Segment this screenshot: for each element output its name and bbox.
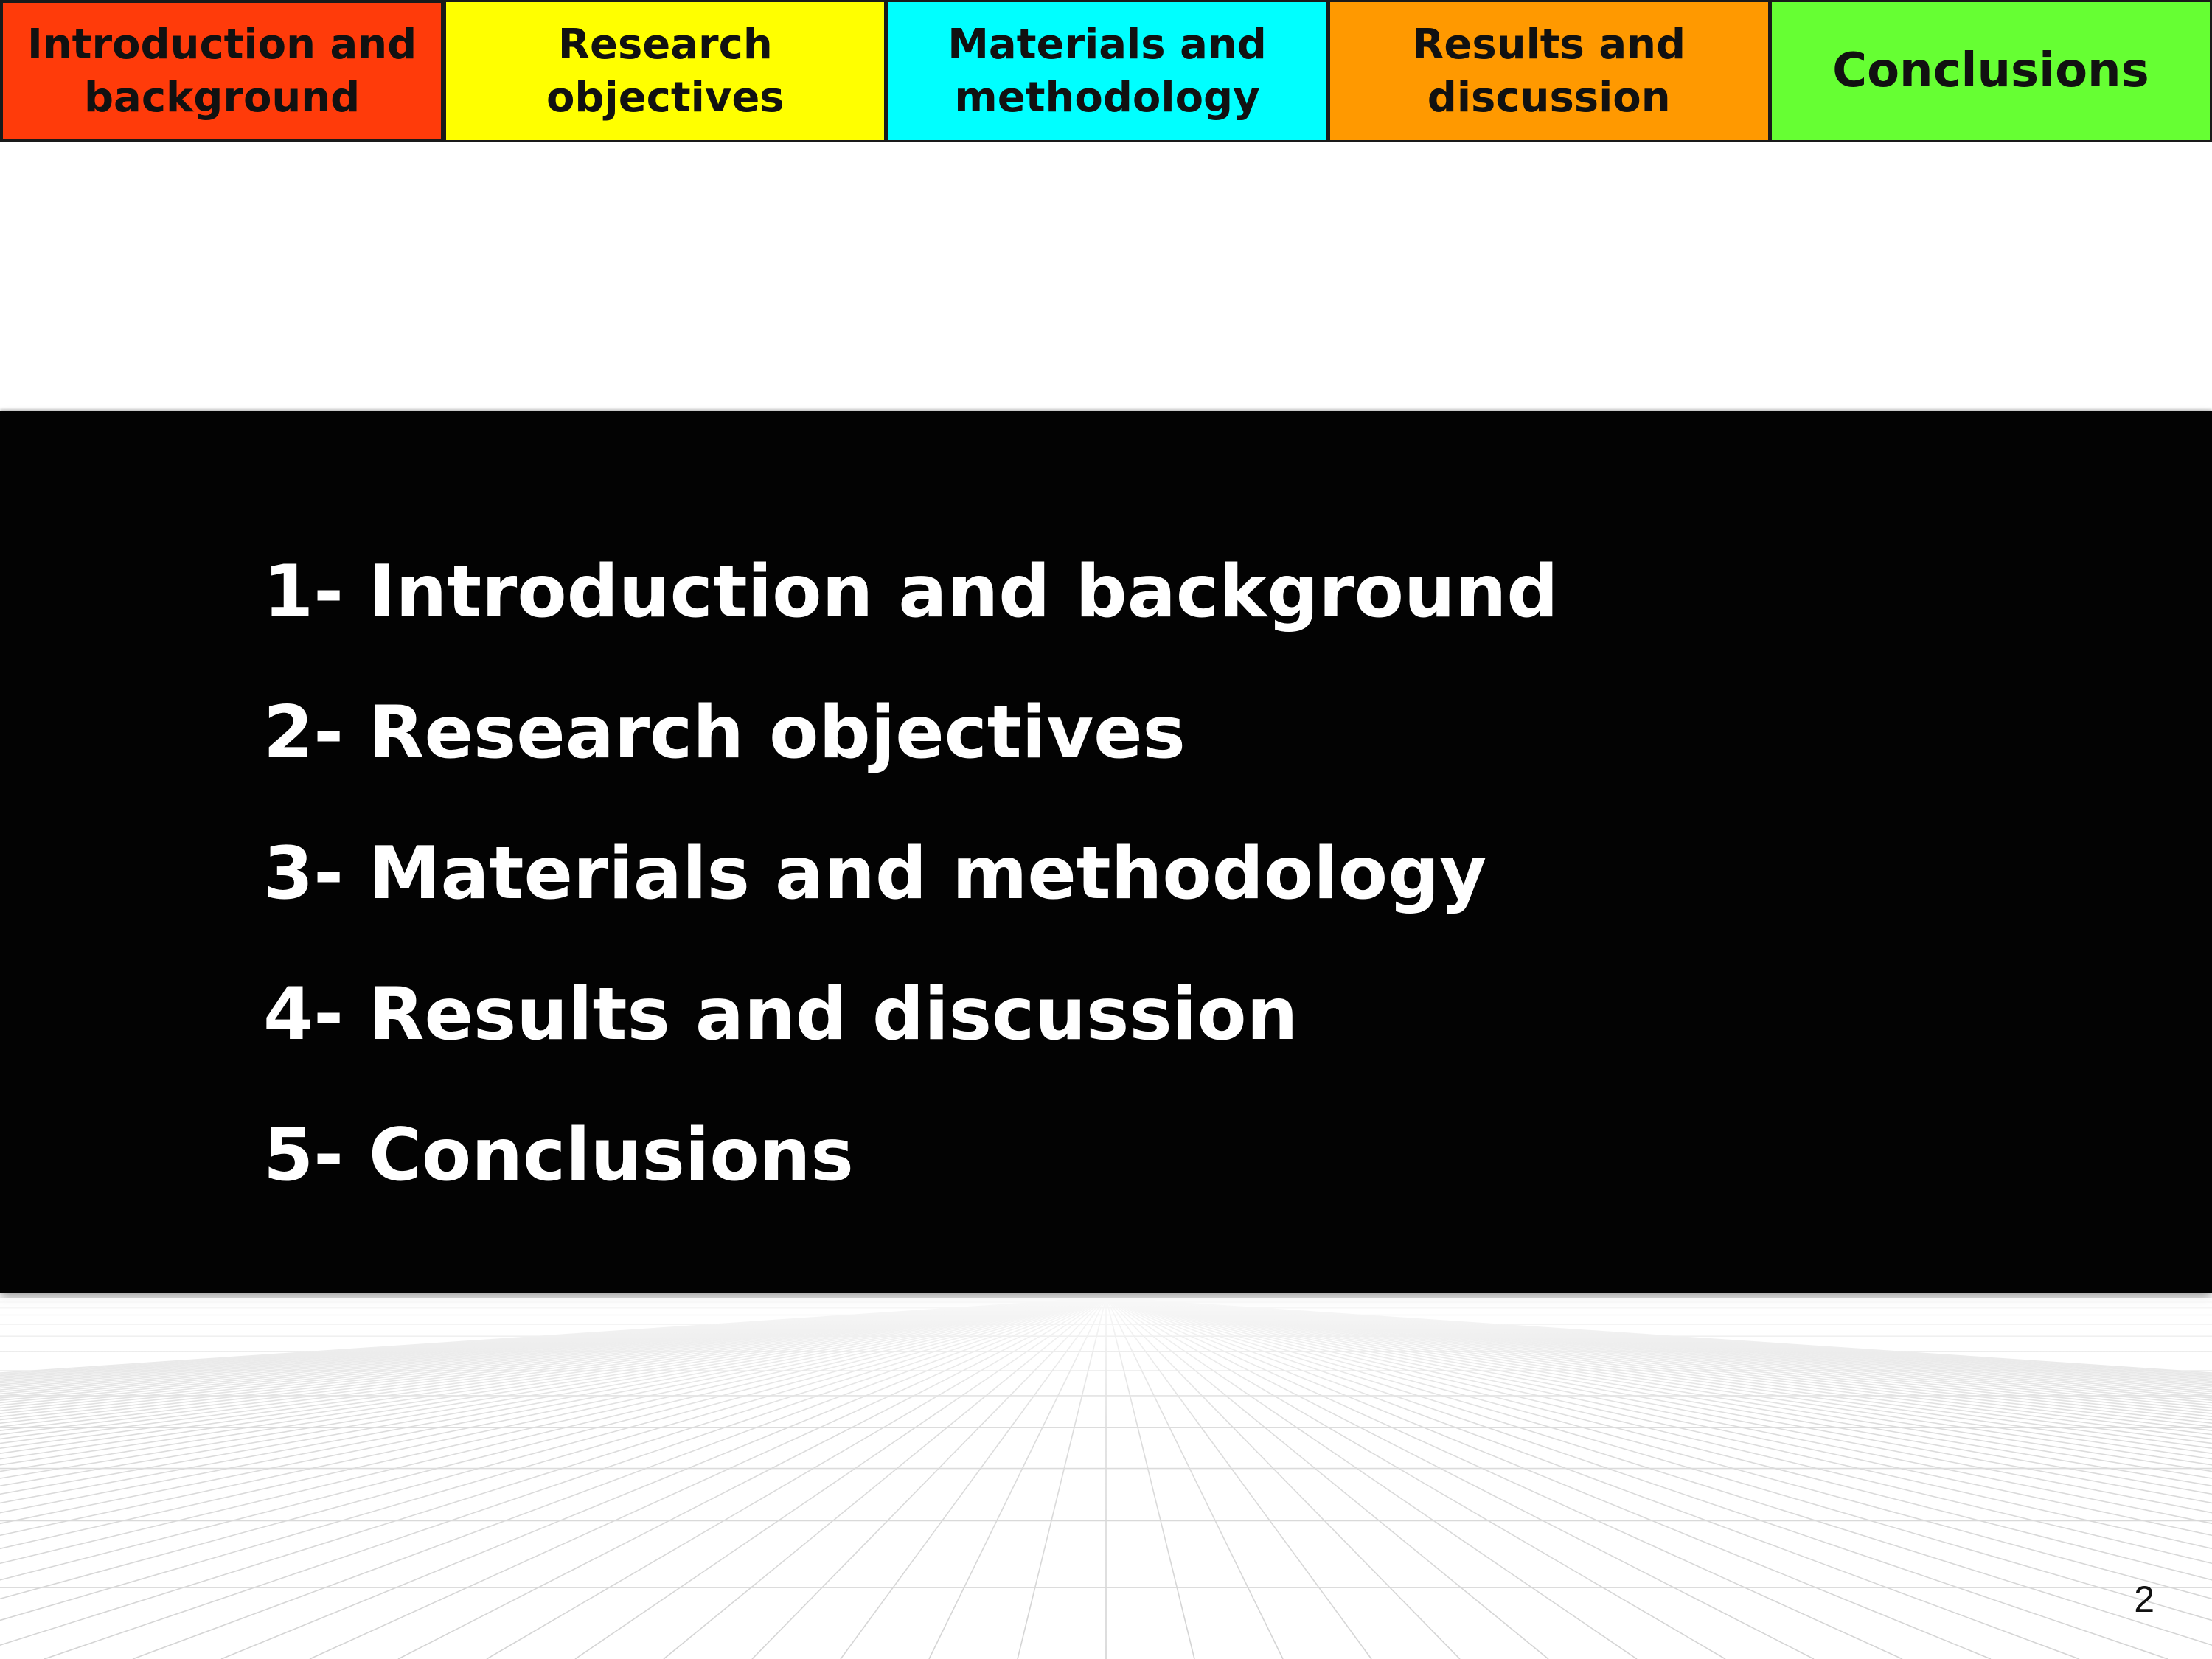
agenda-list bbox=[263, 522, 1559, 1226]
section-nav bbox=[0, 0, 2212, 142]
perspective-grid-floor bbox=[0, 1298, 2212, 1659]
agenda-item-conclusions: 5- Conclusions bbox=[263, 1113, 854, 1197]
agenda-item-introduction: 1- Introduction and background bbox=[263, 550, 1559, 634]
agenda-item-results-discussion: 4- Results and discussion bbox=[263, 973, 1298, 1057]
tab-conclusions[interactable] bbox=[1770, 0, 2212, 142]
agenda-item-materials-methodology: 3- Materials and methodology bbox=[263, 832, 1487, 916]
agenda-item-research-objectives: 2- Research objectives bbox=[263, 691, 1186, 775]
agenda-band bbox=[0, 411, 2212, 1293]
page-number: 2 bbox=[2134, 1579, 2154, 1620]
tab-results-discussion-label: Results and discussion bbox=[1412, 20, 1686, 122]
tab-results-discussion[interactable] bbox=[1328, 0, 1770, 142]
tab-research-objectives[interactable] bbox=[444, 0, 886, 142]
tab-materials-methodology[interactable] bbox=[886, 0, 1327, 142]
tab-introduction[interactable] bbox=[0, 0, 444, 142]
tab-materials-methodology-label: Materials and methodology bbox=[947, 20, 1267, 122]
tab-introduction-label: Introduction and background bbox=[27, 20, 417, 122]
tab-research-objectives-label: Research objectives bbox=[546, 20, 785, 122]
tab-conclusions-label: Conclusions bbox=[1832, 43, 2149, 98]
